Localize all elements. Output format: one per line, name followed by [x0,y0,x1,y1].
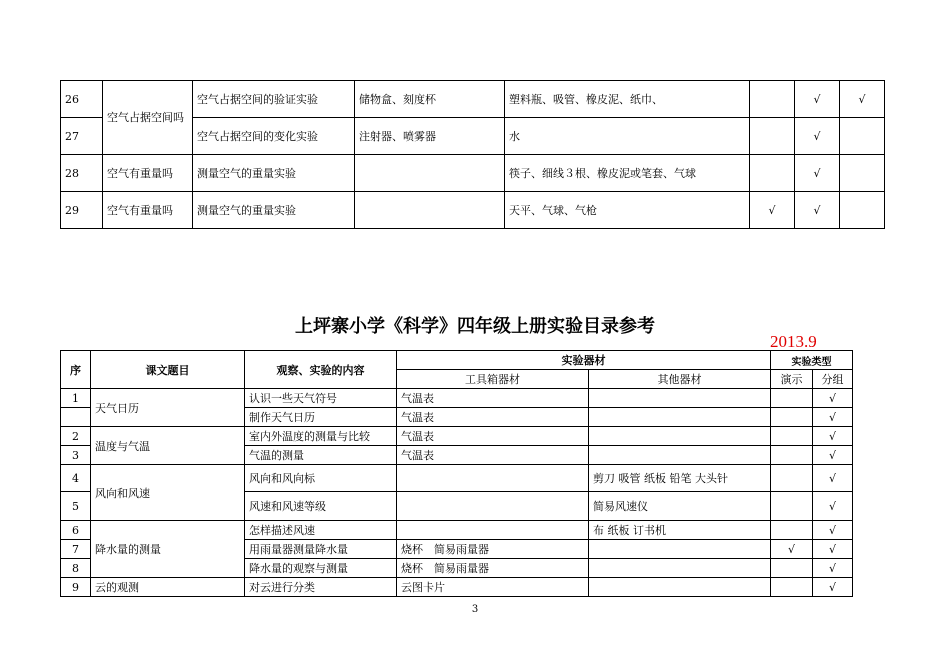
experiment-content: 测量空气的重量实验 [193,155,355,192]
row-number: 27 [61,118,103,155]
row-number: 9 [61,578,91,597]
experiment-content: 风速和风速等级 [245,492,397,521]
table-row [61,81,885,118]
kit-equipment: 烧杯 简易雨量器 [397,540,589,559]
kit-equipment [355,192,505,229]
lesson-title: 云的观测 [91,578,245,597]
row-number: 28 [61,155,103,192]
table-row [61,192,885,229]
header-row [61,351,853,370]
row-number: 6 [61,521,91,540]
header-content: 观察、实验的内容 [245,351,397,389]
row-number: 29 [61,192,103,229]
group-mark: √ [813,578,853,597]
row-number: 7 [61,540,91,559]
experiment-content: 测量空气的重量实验 [193,192,355,229]
lesson-title: 空气有重量吗 [103,155,193,192]
other-equipment: 塑料瓶、吸管、橡皮泥、纸巾、 [505,81,750,118]
experiment-content: 气温的测量 [245,446,397,465]
other-equipment [589,408,771,427]
kit-equipment [397,521,589,540]
table-row [61,427,853,446]
group-mark: √ [813,408,853,427]
demo-mark [750,118,795,155]
extra-mark [840,155,885,192]
group-mark: √ [795,192,840,229]
demo-mark [750,155,795,192]
top-experiment-table [60,80,885,229]
table-row [61,465,853,492]
kit-equipment: 云图卡片 [397,578,589,597]
other-equipment [589,427,771,446]
header-equipment: 实验器材 [397,351,771,370]
table-row [61,389,853,408]
demo-mark [771,578,813,597]
experiment-content: 室内外温度的测量与比较 [245,427,397,446]
kit-equipment: 气温表 [397,446,589,465]
group-mark: √ [813,389,853,408]
row-number: 1 [61,389,91,408]
row-number: 4 [61,465,91,492]
kit-equipment [397,465,589,492]
experiment-content: 制作天气日历 [245,408,397,427]
experiment-content: 用雨量器测量降水量 [245,540,397,559]
other-equipment [589,559,771,578]
demo-mark: √ [750,192,795,229]
group-mark: √ [813,427,853,446]
other-equipment [589,578,771,597]
row-number [61,408,91,427]
other-equipment: 简易风速仪 [589,492,771,521]
other-equipment: 剪刀 吸管 纸板 铅笔 大头针 [589,465,771,492]
kit-equipment: 储物盒、刻度杯 [355,81,505,118]
document-title: 上坪寨小学《科学》四年级上册实验目录参考 [295,316,655,337]
group-mark: √ [813,492,853,521]
header-lesson: 课文题目 [91,351,245,389]
demo-mark [771,465,813,492]
table-row [61,521,853,540]
group-mark: √ [813,465,853,492]
lesson-title: 天气日历 [91,389,245,427]
table-row [61,578,853,597]
lesson-title: 空气有重量吗 [103,192,193,229]
group-mark: √ [813,559,853,578]
other-equipment: 水 [505,118,750,155]
header-demo: 演示 [771,370,813,389]
kit-equipment [397,492,589,521]
group-mark: √ [813,540,853,559]
other-equipment: 布 纸板 订书机 [589,521,771,540]
group-mark: √ [795,155,840,192]
lesson-title: 风向和风速 [91,465,245,521]
row-number: 2 [61,427,91,446]
lesson-title: 降水量的测量 [91,521,245,578]
kit-equipment: 气温表 [397,427,589,446]
table-row [61,155,885,192]
kit-equipment [355,155,505,192]
lesson-title: 温度与气温 [91,427,245,465]
extra-mark: √ [840,81,885,118]
group-mark: √ [795,81,840,118]
row-number: 5 [61,492,91,521]
row-number: 8 [61,559,91,578]
lesson-title: 空气占据空间吗 [103,81,193,155]
group-mark: √ [813,521,853,540]
group-mark: √ [795,118,840,155]
other-equipment: 天平、气球、气枪 [505,192,750,229]
header-kit: 工具箱器材 [397,370,589,389]
demo-mark [771,427,813,446]
kit-equipment: 烧杯 简易雨量器 [397,559,589,578]
extra-mark [840,118,885,155]
kit-equipment: 气温表 [397,408,589,427]
other-equipment [589,389,771,408]
demo-mark: √ [771,540,813,559]
header-other: 其他器材 [589,370,771,389]
demo-mark [771,521,813,540]
demo-mark [771,559,813,578]
demo-mark [771,408,813,427]
other-equipment [589,540,771,559]
kit-equipment: 注射器、喷雾器 [355,118,505,155]
header-group: 分组 [813,370,853,389]
other-equipment [589,446,771,465]
kit-equipment: 气温表 [397,389,589,408]
header-type: 实验类型 [771,351,853,370]
header-number: 序 [61,351,91,389]
row-number: 3 [61,446,91,465]
experiment-content: 怎样描述风速 [245,521,397,540]
extra-mark [840,192,885,229]
group-mark: √ [813,446,853,465]
document-date: 2013.9 [770,332,817,351]
demo-mark [771,389,813,408]
demo-mark [771,492,813,521]
experiment-content: 风向和风向标 [245,465,397,492]
experiment-catalog-table [60,350,853,597]
demo-mark [771,446,813,465]
row-number: 26 [61,81,103,118]
experiment-content: 认识一些天气符号 [245,389,397,408]
experiment-content: 空气占据空间的变化实验 [193,118,355,155]
experiment-content: 降水量的观察与测量 [245,559,397,578]
page-number: 3 [471,604,479,615]
demo-mark [750,81,795,118]
experiment-content: 对云进行分类 [245,578,397,597]
other-equipment: 筷子、细线３根、橡皮泥或笔套、气球 [505,155,750,192]
experiment-content: 空气占据空间的验证实验 [193,81,355,118]
